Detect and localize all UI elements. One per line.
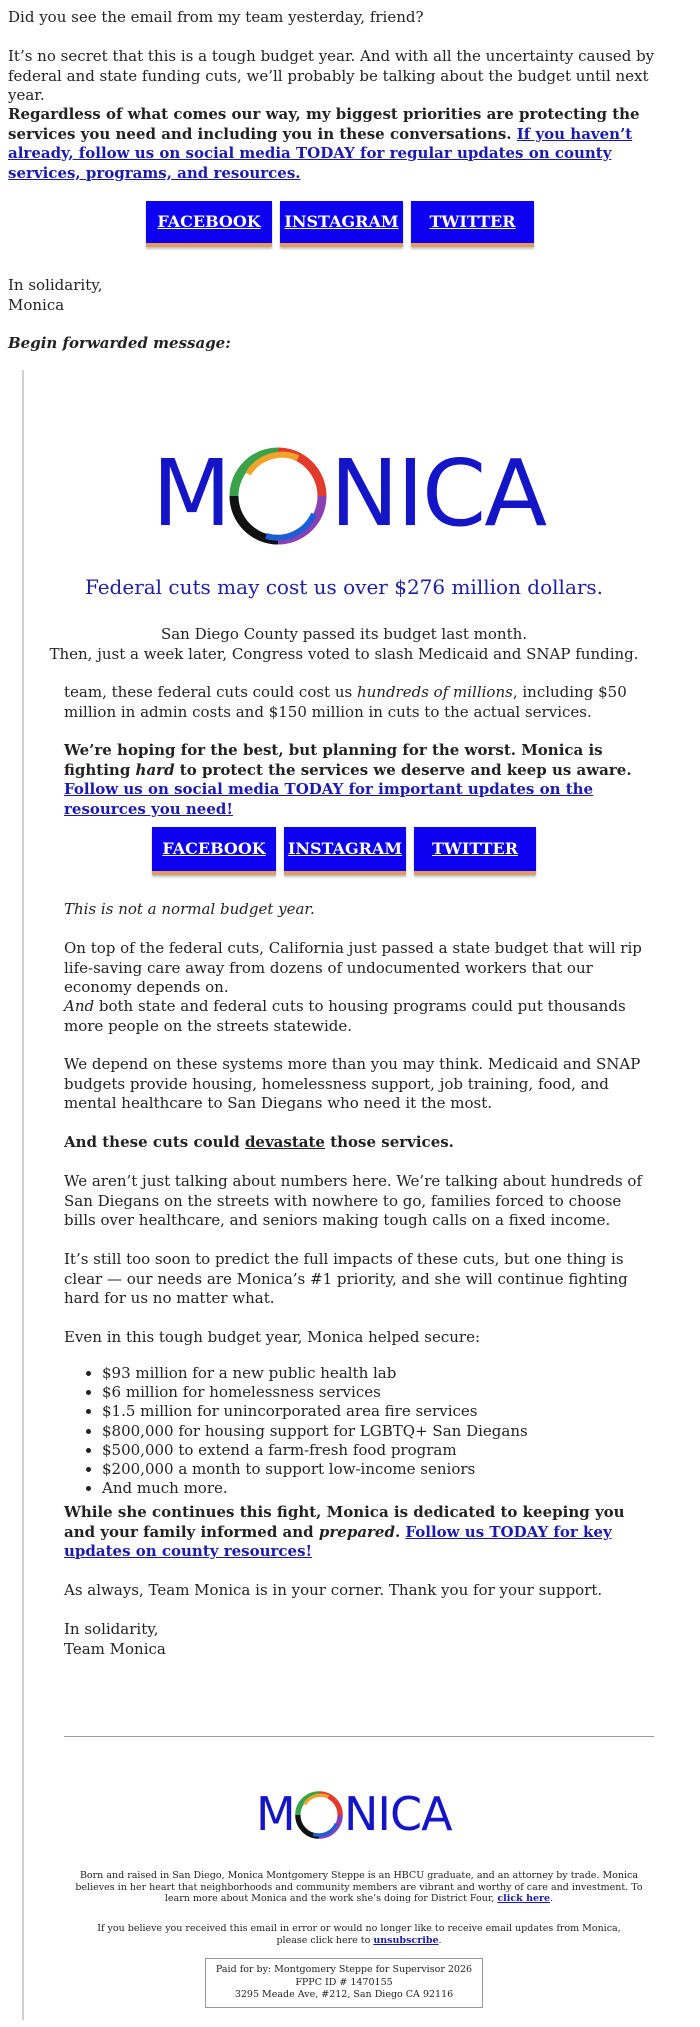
signoff-text: In solidarity, xyxy=(8,276,103,294)
federal-cuts-text-b: , including $50 million in admin costs and $150 million in cuts to the actual services. xyxy=(64,683,627,721)
address-text: 3295 Meade Ave, #212, San Diego CA 92116 xyxy=(234,1989,454,2000)
priorities-text: Regardless of what comes our way, my biggest priorities are protecting the services you need and including you in these conversations. xyxy=(8,105,640,143)
footer-unsub-text: If you believe you received this email in error or would no longer like to receive email updates from Monica, please click here to xyxy=(97,1923,621,1946)
unsubscribe-link[interactable]: unsubscribe xyxy=(373,1934,439,1946)
dedicated-paragraph xyxy=(64,1503,654,1562)
paid-by-text: Paid for by: Montgomery Steppe for Supervisor 2026 xyxy=(215,1964,473,1975)
housing-cuts-emphasis: And xyxy=(64,997,95,1015)
twitter-button[interactable]: TWITTER xyxy=(414,827,536,875)
corner-paragraph: As always, Team Monica is in your corner. Thank you for your support. xyxy=(64,1581,603,1599)
dedicated-text-a: While she continues this fight, Monica is dedicated to keeping you and your family informed and xyxy=(64,1503,625,1541)
list-item: • And much more. xyxy=(102,1479,692,1498)
follow-key-updates-link[interactable]: Follow us TODAY for key updates on county resources! xyxy=(64,1522,612,1560)
follow-social-link[interactable]: If you haven’t already, follow us on social media TODAY for regular updates on county services, programs, and resources. xyxy=(8,124,633,182)
footer-bio-text: Born and raised in San Diego, Monica Montgomery Steppe is an HBCU graduate, and an attorney by trade. Monica believes in her heart that neighborhoods and community members are vibrant and worthy of care and investment. To learn more about Monica and the work she’s doing for District Four, xyxy=(75,1870,643,1904)
intro-paragraph: It’s no secret that this is a tough budget year. And with all the uncertainty caused by federal and state funding cuts, we’ll probably be talking about the budget until next year. xyxy=(8,47,655,104)
federal-cuts-paragraph xyxy=(64,683,654,722)
forwarded-label: Begin forwarded message: xyxy=(8,334,231,352)
facebook-button[interactable]: FACEBOOK xyxy=(152,827,276,875)
list-item: • $500,000 to extend a farm-fresh food program xyxy=(102,1441,692,1460)
twitter-button[interactable]: TWITTER xyxy=(411,201,534,247)
list-item: • $200,000 a month to support low-income seniors xyxy=(102,1460,692,1479)
dedicated-emphasis: prepared xyxy=(318,1522,395,1541)
forwarded-message xyxy=(22,370,664,2020)
headline: Federal cuts may cost us over $276 million dollars. xyxy=(84,575,604,599)
list-item: • $1.5 million for unincorporated area fire services xyxy=(102,1402,692,1421)
list-item: • $6 million for homelessness services xyxy=(102,1383,692,1402)
social-buttons-top xyxy=(8,201,672,247)
monica-logo xyxy=(144,440,544,550)
social-buttons-forwarded xyxy=(24,827,664,875)
forwarded-signoff: In solidarity, xyxy=(64,1620,159,1638)
dedicated-text-b: . xyxy=(394,1522,406,1541)
footer-logo xyxy=(256,1788,456,1844)
logo-letters-nica: NICA xyxy=(330,440,546,547)
secured-list xyxy=(64,1364,692,1498)
priority-paragraph: It’s still too soon to predict the full impacts of these cuts, but one thing is clear — our needs are Monica’s #1 priority, and she will continue fighting hard for us no matter what. xyxy=(64,1250,628,1307)
housing-cuts-text: both state and federal cuts to housing programs could put thousands more people on the streets statewide. xyxy=(64,997,626,1035)
learn-more-link[interactable]: click here xyxy=(497,1893,551,1904)
hoping-text-a: We’re hoping for the best, but planning for the worst. Monica is fighting xyxy=(64,741,603,779)
devastate-text-b: those services. xyxy=(324,1133,454,1151)
housing-cuts-paragraph xyxy=(64,997,654,1036)
lead-line-1: San Diego County passed its budget last month. xyxy=(160,625,528,643)
footer-bio-end: . xyxy=(550,1893,554,1904)
footer-logo-letter-m: M xyxy=(256,1787,295,1841)
federal-cuts-text-a: team, these federal cuts could cost us xyxy=(64,683,357,701)
hoping-emphasis: hard xyxy=(135,760,175,779)
footer-logo-ring-icon xyxy=(294,1790,344,1840)
devastate-underlined: devastate xyxy=(244,1133,325,1151)
footer-bio xyxy=(64,1870,654,1905)
facebook-button[interactable]: FACEBOOK xyxy=(146,201,272,247)
list-item: • $93 million for a new public health lab xyxy=(102,1364,692,1383)
footer-divider xyxy=(64,1736,654,1737)
secured-intro: Even in this tough budget year, Monica helped secure: xyxy=(64,1328,481,1346)
follow-updates-link[interactable]: Follow us on social media TODAY for important updates on the resources you need! xyxy=(64,780,594,818)
lead-line-2: Then, just a week later, Congress voted to slash Medicaid and SNAP funding. xyxy=(49,645,639,663)
hoping-paragraph xyxy=(64,741,654,819)
not-normal-text: This is not a normal budget year. xyxy=(64,900,315,918)
logo-letter-m: M xyxy=(152,440,230,547)
systems-paragraph: We depend on these systems more than you may think. Medicaid and SNAP budgets provide housing, homelessness support, job training, food, and mental healthcare to San Diegans who need it the most. xyxy=(64,1055,641,1112)
numbers-paragraph: We aren’t just talking about numbers here. We’re talking about hundreds of San Diegans on the streets with nowhere to go, families forced to choose bills over healthcare, and seniors making tough calls on a fixed income. xyxy=(64,1172,643,1229)
list-item: • $800,000 for housing support for LGBTQ+ San Diegans xyxy=(102,1422,692,1441)
paid-for-box xyxy=(205,1958,483,2008)
instagram-button[interactable]: INSTAGRAM xyxy=(284,827,406,875)
fppc-id-text: FPPC ID # 1470155 xyxy=(295,1976,393,1988)
devastate-paragraph xyxy=(64,1133,654,1153)
footer-unsub-end: . xyxy=(438,1934,442,1946)
state-budget-paragraph: On top of the federal cuts, California just passed a state budget that will rip life-saving care away from dozens of undocumented workers that our economy depends on. xyxy=(64,939,642,996)
greeting-text: Did you see the email from my team yesterday, friend? xyxy=(8,8,424,26)
forwarded-signature: Team Monica xyxy=(64,1640,166,1658)
priorities-paragraph xyxy=(8,105,678,183)
logo-ring-icon xyxy=(226,444,330,548)
footer-logo-letters-nica: NICA xyxy=(344,1787,452,1841)
devastate-text-a: And these cuts could xyxy=(64,1133,245,1151)
instagram-button[interactable]: INSTAGRAM xyxy=(280,201,403,247)
paid-for-box-wrap xyxy=(24,1958,664,2008)
signature-text: Monica xyxy=(8,296,65,314)
footer-unsubscribe xyxy=(84,1923,634,1946)
hoping-text-b: to protect the services we deserve and keep us aware. xyxy=(174,760,632,779)
federal-cuts-emphasis: hundreds of millions xyxy=(356,683,513,701)
